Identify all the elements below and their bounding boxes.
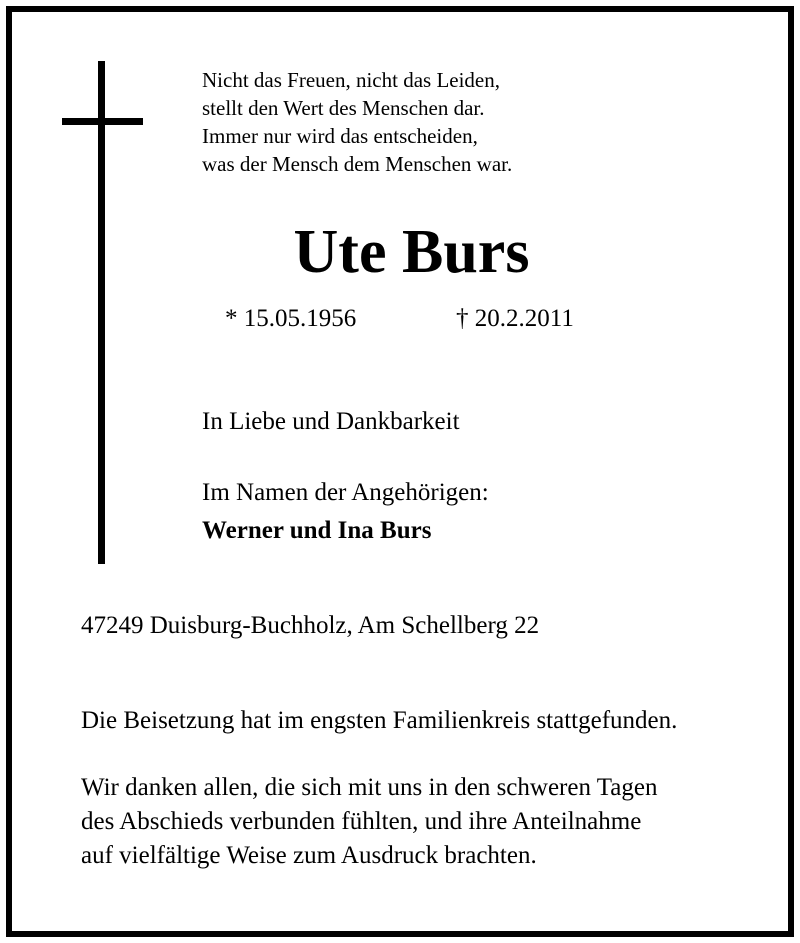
deceased-name: Ute Burs xyxy=(293,218,530,286)
signers: Werner und Ina Burs xyxy=(202,517,432,544)
poem-line: Immer nur wird das entscheiden, xyxy=(202,124,478,148)
death-date: † 20.2.2011 xyxy=(456,305,574,332)
thanks-line: des Abschieds verbunden fühlten, und ihre Anteilnahme xyxy=(81,808,642,835)
cross-bar xyxy=(62,118,143,125)
love-line: In Liebe und Dankbarkeit xyxy=(202,408,460,435)
thanks-note xyxy=(81,771,657,873)
on-behalf-line: Im Namen der Angehörigen: xyxy=(202,479,489,506)
burial-note: Die Beisetzung hat im engsten Familienkreis stattgefunden. xyxy=(81,707,678,734)
thanks-line: Wir danken allen, die sich mit uns in den schweren Tagen xyxy=(81,774,658,801)
cross-icon xyxy=(98,61,105,564)
poem xyxy=(202,66,512,178)
address: 47249 Duisburg-Buchholz, Am Schellberg 22 xyxy=(81,612,540,639)
poem-line: Nicht das Freuen, nicht das Leiden, xyxy=(202,68,500,92)
poem-line: stellt den Wert des Menschen dar. xyxy=(202,96,485,120)
poem-line: was der Mensch dem Menschen war. xyxy=(202,152,513,176)
thanks-line: auf vielfältige Weise zum Ausdruck brachten. xyxy=(81,842,537,869)
birth-date: * 15.05.1956 xyxy=(225,305,357,332)
